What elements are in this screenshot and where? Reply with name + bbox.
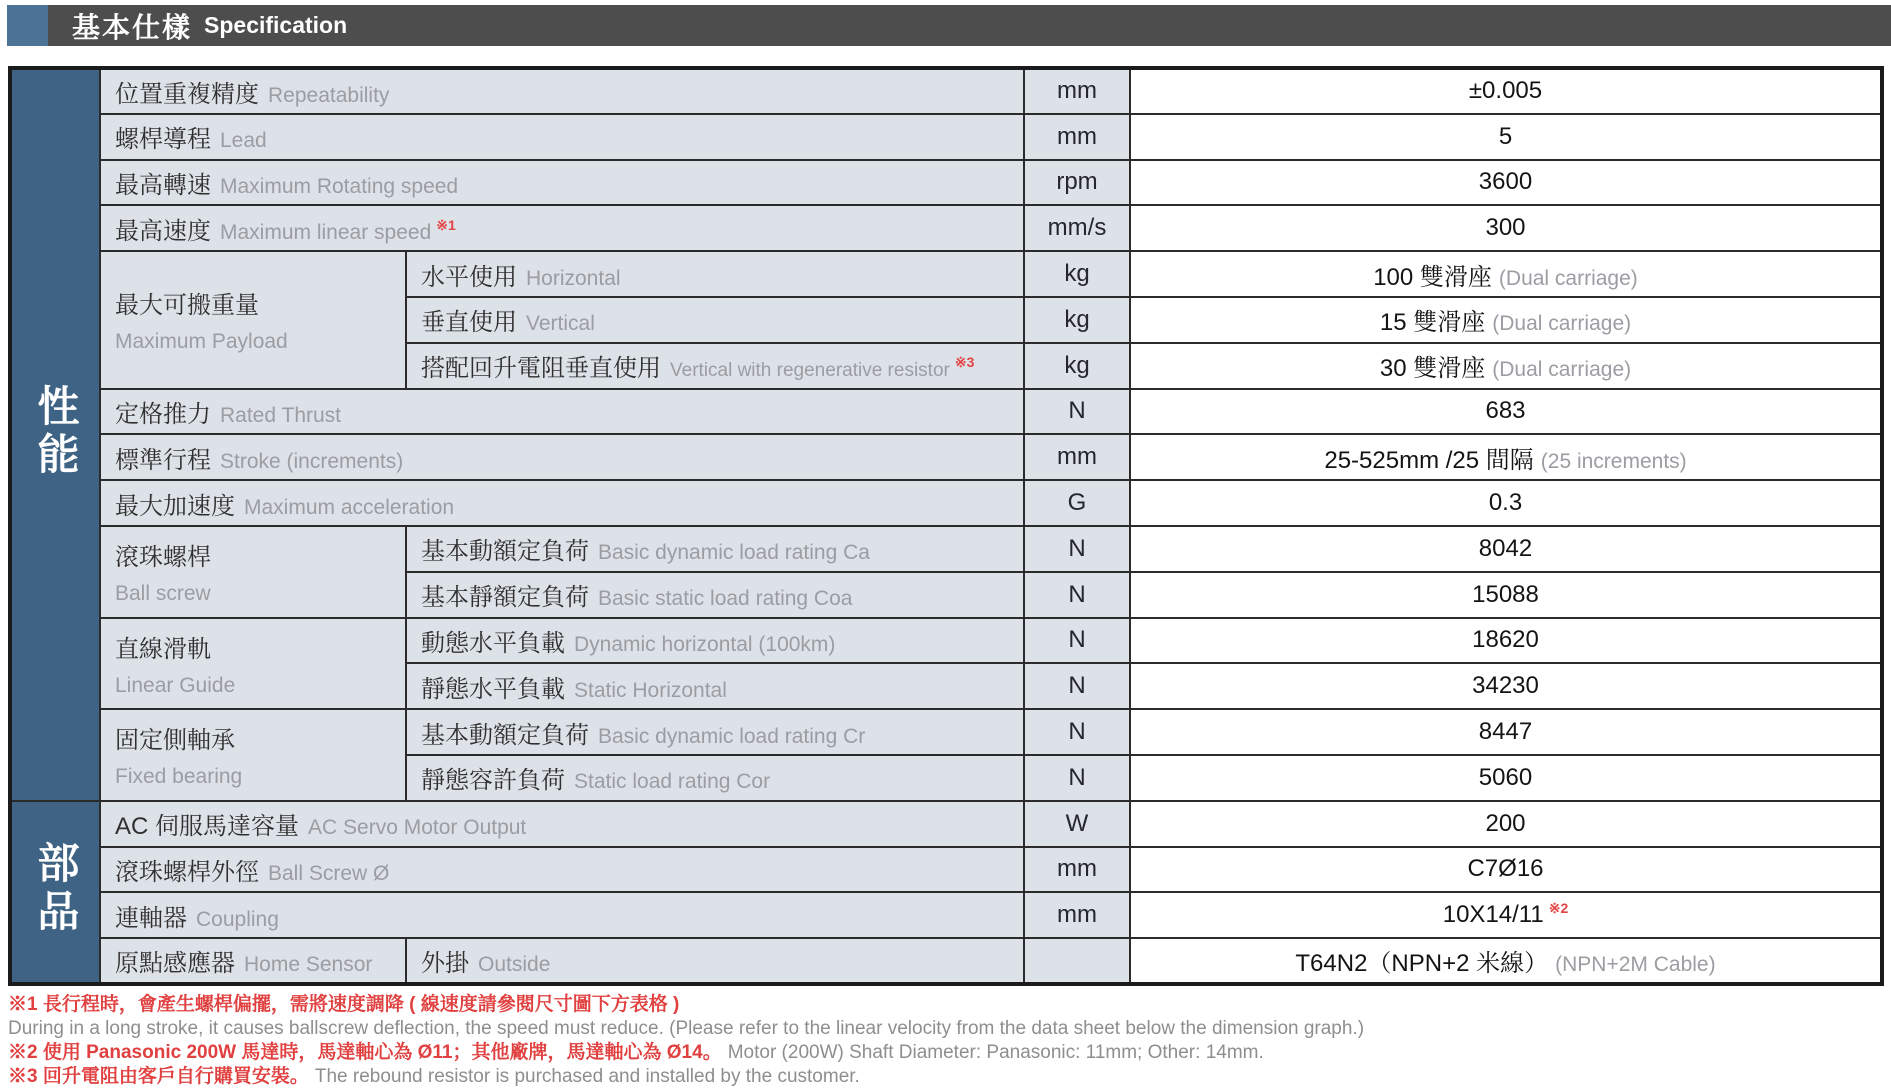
value-cell: 200	[1130, 801, 1882, 847]
section-label-parts: 部品	[10, 801, 100, 984]
group-label-max-payload: 最大可搬重量 Maximum Payload	[100, 251, 406, 388]
value-cell: 0.3	[1130, 480, 1882, 526]
row-label: 原點感應器 Home Sensor	[100, 938, 406, 984]
row-sublabel: 靜態水平負載 Static Horizontal	[406, 663, 1024, 709]
value-cell: T64N2（NPN+2 米線） (NPN+2M Cable)	[1130, 938, 1882, 984]
table-row	[10, 434, 1882, 480]
row-sublabel: 基本動額定負荷 Basic dynamic load rating Ca	[406, 526, 1024, 572]
table-row	[10, 205, 1882, 251]
table-row	[10, 892, 1882, 938]
row-sublabel: 水平使用 Horizontal	[406, 251, 1024, 297]
unit-cell: mm	[1024, 847, 1130, 893]
row-sublabel: 靜態容許負荷 Static load rating Cor	[406, 755, 1024, 801]
footnote-ref-3: ※3	[954, 354, 975, 371]
specification-table	[8, 66, 1884, 986]
header-accent-square	[7, 5, 48, 46]
footnote-1-zh: ※1 長行程時，會產生螺桿偏擺，需將速度調降 ( 線速度請參閱尺寸圖下方表格 )	[8, 994, 680, 1015]
unit-cell: N	[1024, 709, 1130, 755]
row-label: 定格推力 Rated Thrust	[100, 389, 1024, 435]
table-row	[10, 938, 1882, 984]
unit-cell	[1024, 938, 1130, 984]
unit-cell: N	[1024, 572, 1130, 618]
header-bar	[48, 5, 1891, 46]
table-row	[10, 847, 1882, 893]
table-row	[10, 389, 1882, 435]
table-row	[10, 618, 1882, 664]
unit-cell: mm	[1024, 434, 1130, 480]
unit-cell: kg	[1024, 343, 1130, 389]
value-cell: 18620	[1130, 618, 1882, 664]
table-row	[10, 709, 1882, 755]
footnote-2: ※2 使用 Panasonic 200W 馬達時，馬達軸心為 Ø11；其他廠牌，馬達軸心為 Ø14。 Motor (200W) Shaft Diameter: Panasonic: 11mm; Other: 14mm.	[8, 1042, 1264, 1063]
value-cell: 5	[1130, 114, 1882, 160]
table-row	[10, 251, 1882, 297]
unit-cell: mm/s	[1024, 205, 1130, 251]
unit-cell: rpm	[1024, 160, 1130, 206]
value-cell: 100 雙滑座 (Dual carriage)	[1130, 251, 1882, 297]
value-cell: 5060	[1130, 755, 1882, 801]
unit-cell: kg	[1024, 297, 1130, 343]
unit-cell: N	[1024, 755, 1130, 801]
footnote-1-en: During in a long stroke, it causes ballscrew deflection, the speed must reduce. (Please refer to the linear velocity from the data sheet below the dimension graph.)	[8, 1018, 1365, 1039]
group-label-linear-guide: 直線滑軌 Linear Guide	[100, 618, 406, 710]
unit-cell: kg	[1024, 251, 1130, 297]
row-label: 滾珠螺桿外徑 Ball Screw Ø	[100, 847, 1024, 893]
row-sublabel: 基本靜額定負荷 Basic static load rating Coa	[406, 572, 1024, 618]
row-label: AC 伺服馬達容量 AC Servo Motor Output	[100, 801, 1024, 847]
value-cell: 8447	[1130, 709, 1882, 755]
table-row	[10, 480, 1882, 526]
table-row	[10, 801, 1882, 847]
table-row	[10, 526, 1882, 572]
unit-cell: mm	[1024, 68, 1130, 114]
unit-cell: mm	[1024, 114, 1130, 160]
unit-cell: G	[1024, 480, 1130, 526]
value-cell: 300	[1130, 205, 1882, 251]
row-label: 最高轉速 Maximum Rotating speed	[100, 160, 1024, 206]
row-sublabel: 動態水平負載 Dynamic horizontal (100km)	[406, 618, 1024, 664]
unit-cell: mm	[1024, 892, 1130, 938]
footnotes-block	[8, 993, 1883, 1089]
unit-cell: N	[1024, 618, 1130, 664]
value-cell: 25-525mm /25 間隔 (25 increments)	[1130, 434, 1882, 480]
table-row	[10, 160, 1882, 206]
footnote-ref-1: ※1	[436, 216, 456, 233]
table-row	[10, 68, 1882, 114]
row-label: 位置重複精度 Repeatability	[100, 68, 1024, 114]
footnote-3: ※3 回升電阻由客戶自行購買安裝。 The rebound resistor is purchased and installed by the customer.	[8, 1066, 860, 1087]
value-cell: 8042	[1130, 526, 1882, 572]
value-cell: 15088	[1130, 572, 1882, 618]
row-label: 標準行程 Stroke (increments)	[100, 434, 1024, 480]
page-title-en: Specification	[204, 12, 348, 38]
footnote-ref-2: ※2	[1548, 900, 1569, 917]
value-cell: C7Ø16	[1130, 847, 1882, 893]
value-cell: 10X14/11 ※2	[1130, 892, 1882, 938]
unit-cell: W	[1024, 801, 1130, 847]
table-row	[10, 114, 1882, 160]
row-sublabel: 外掛 Outside	[406, 938, 1024, 984]
row-label: 最高速度 Maximum linear speed ※1	[100, 205, 1024, 251]
unit-cell: N	[1024, 663, 1130, 709]
section-header	[0, 5, 1891, 46]
value-cell: 30 雙滑座 (Dual carriage)	[1130, 343, 1882, 389]
section-label-performance: 性能	[10, 68, 100, 801]
row-label: 連軸器 Coupling	[100, 892, 1024, 938]
unit-cell: N	[1024, 526, 1130, 572]
value-cell: 683	[1130, 389, 1882, 435]
row-label: 螺桿導程 Lead	[100, 114, 1024, 160]
row-sublabel: 基本動額定負荷 Basic dynamic load rating Cr	[406, 709, 1024, 755]
value-cell: 34230	[1130, 663, 1882, 709]
value-cell: 15 雙滑座 (Dual carriage)	[1130, 297, 1882, 343]
row-label: 最大加速度 Maximum acceleration	[100, 480, 1024, 526]
page-title-zh: 基本仕樣	[72, 11, 193, 43]
row-sublabel: 搭配回升電阻垂直使用 Vertical with regenerative resistor ※3	[406, 343, 1024, 389]
unit-cell: N	[1024, 389, 1130, 435]
value-cell: ±0.005	[1130, 68, 1882, 114]
row-sublabel: 垂直使用 Vertical	[406, 297, 1024, 343]
group-label-ball-screw: 滾珠螺桿 Ball screw	[100, 526, 406, 618]
value-cell: 3600	[1130, 160, 1882, 206]
group-label-fixed-bearing: 固定側軸承 Fixed bearing	[100, 709, 406, 801]
